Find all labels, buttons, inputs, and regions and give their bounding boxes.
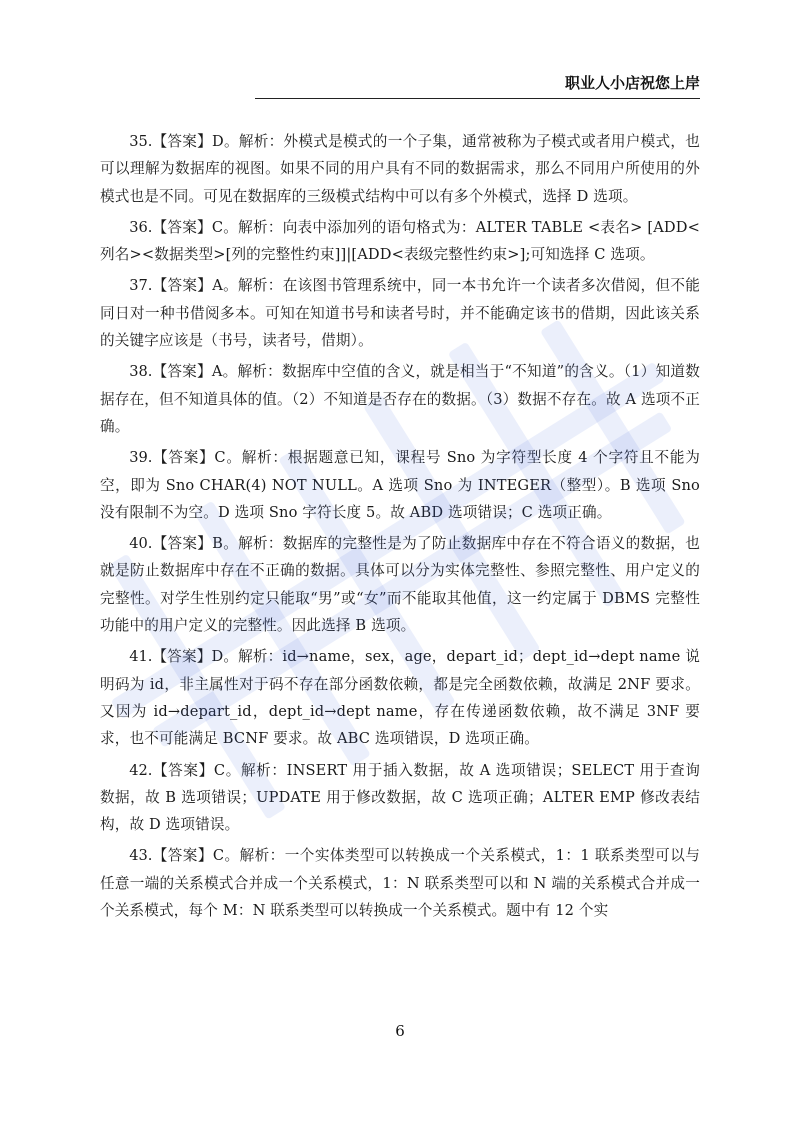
answer-39 — [100, 444, 700, 526]
answer-number: 39. — [129, 449, 153, 467]
header-title: 职业人小店祝您上岸 — [564, 74, 700, 92]
answer-number: 41. — [129, 648, 153, 666]
answer-number: 37. — [129, 277, 153, 295]
page-header — [255, 70, 700, 99]
answer-40 — [100, 530, 700, 639]
answer-number: 40. — [129, 535, 153, 553]
answer-text: 【答案】C。解析：根据题意已知，课程号 Sno 为字符型长度 4 个字符且不能为空，即为 Sno CHAR(4) NOT NULL。A 选项 Sno 为 INTEGER（整型）。B 选项 Sno 没有限制不为空。D 选项 Sno 字符长度 5。故 ABD 选项错误；C 选项正确。 — [100, 449, 700, 521]
answer-number: 36. — [129, 218, 153, 236]
answer-36 — [100, 214, 700, 269]
answer-list — [100, 128, 700, 928]
answer-text: 【答案】C。解析：一个实体类型可以转换成一个关系模式，1：1 联系类型可以与任意一端的关系模式合并成一个关系模式，1：N 联系类型可以和 N 端的关系模式合并成一个关系模式，每个 M：N 联系类型可以转换成一个关系模式。题中有 12 个实 — [100, 847, 700, 920]
answer-42 — [100, 757, 700, 839]
answer-number: 43. — [129, 847, 153, 865]
answer-text: 【答案】A。解析：在该图书管理系统中，同一本书允许一个读者多次借阅，但不能同日对一种书借阅多本。可知在知道书号和读者号时，并不能确定该书的借期，因此该关系的关键字应该是（书号，读者号，借期）。 — [100, 277, 700, 350]
answer-38 — [100, 358, 700, 440]
answer-text: 【答案】D。解析：外模式是模式的一个子集，通常被称为子模式或者用户模式，也可以理解为数据库的视图。如果不同的用户具有不同的数据需求，那么不同用户所使用的外模式也是不同。可见在数据库的三级模式结构中可以有多个外模式，选择 D 选项。 — [100, 133, 700, 205]
answer-37 — [100, 272, 700, 354]
answer-text: 【答案】D。解析：id→name，sex，age，depart_id；dept_id→dept name 说明码为 id，非主属性对于码不存在部分函数依赖，都是完全函数依赖，故满足 2NF 要求。又因为 id→depart_id，dept_id→dept name，存在传递函数依赖，故不满足 3NF 要求，也不可能满足 BCNF 要求。故 ABC 选项错误，D 选项正确。 — [100, 648, 700, 748]
answer-text: 【答案】A。解析：数据库中空值的含义，就是相当于“不知道”的含义。（1）知道数据存在，但不知道具体的值。（2）不知道是否存在的数据。（3）数据不存在。故 A 选项不正确。 — [100, 363, 700, 435]
page-number: 6 — [395, 1022, 405, 1040]
answer-43 — [100, 842, 700, 924]
answer-41 — [100, 643, 700, 752]
answer-35 — [100, 128, 700, 210]
answer-text: 【答案】C。解析：INSERT 用于插入数据，故 A 选项错误；SELECT 用于查询数据，故 B 选项错误；UPDATE 用于修改数据，故 C 选项正确；ALTER EMP 修改表结构，故 D 选项错误。 — [100, 761, 700, 834]
answer-number: 42. — [129, 761, 153, 779]
answer-text: 【答案】B。解析：数据库的完整性是为了防止数据库中存在不符合语义的数据，也就是防止数据库中存在不正确的数据。具体可以分为实体完整性、参照完整性、用户定义的完整性。对学生性别约定只能取“男”或“女”而不能取其他值，这一约定属于 DBMS 完整性功能中的用户定义的完整性。因此选择 B 选项。 — [100, 535, 700, 635]
answer-number: 38. — [129, 363, 153, 381]
answer-text: 【答案】C。解析：向表中添加列的语句格式为：ALTER TABLE <表名> [ADD<列名><数据类型>[列的完整性约束]]|[ADD<表级完整性约束>];可知选择 C 选项。 — [100, 218, 700, 264]
answer-number: 35. — [129, 133, 153, 150]
